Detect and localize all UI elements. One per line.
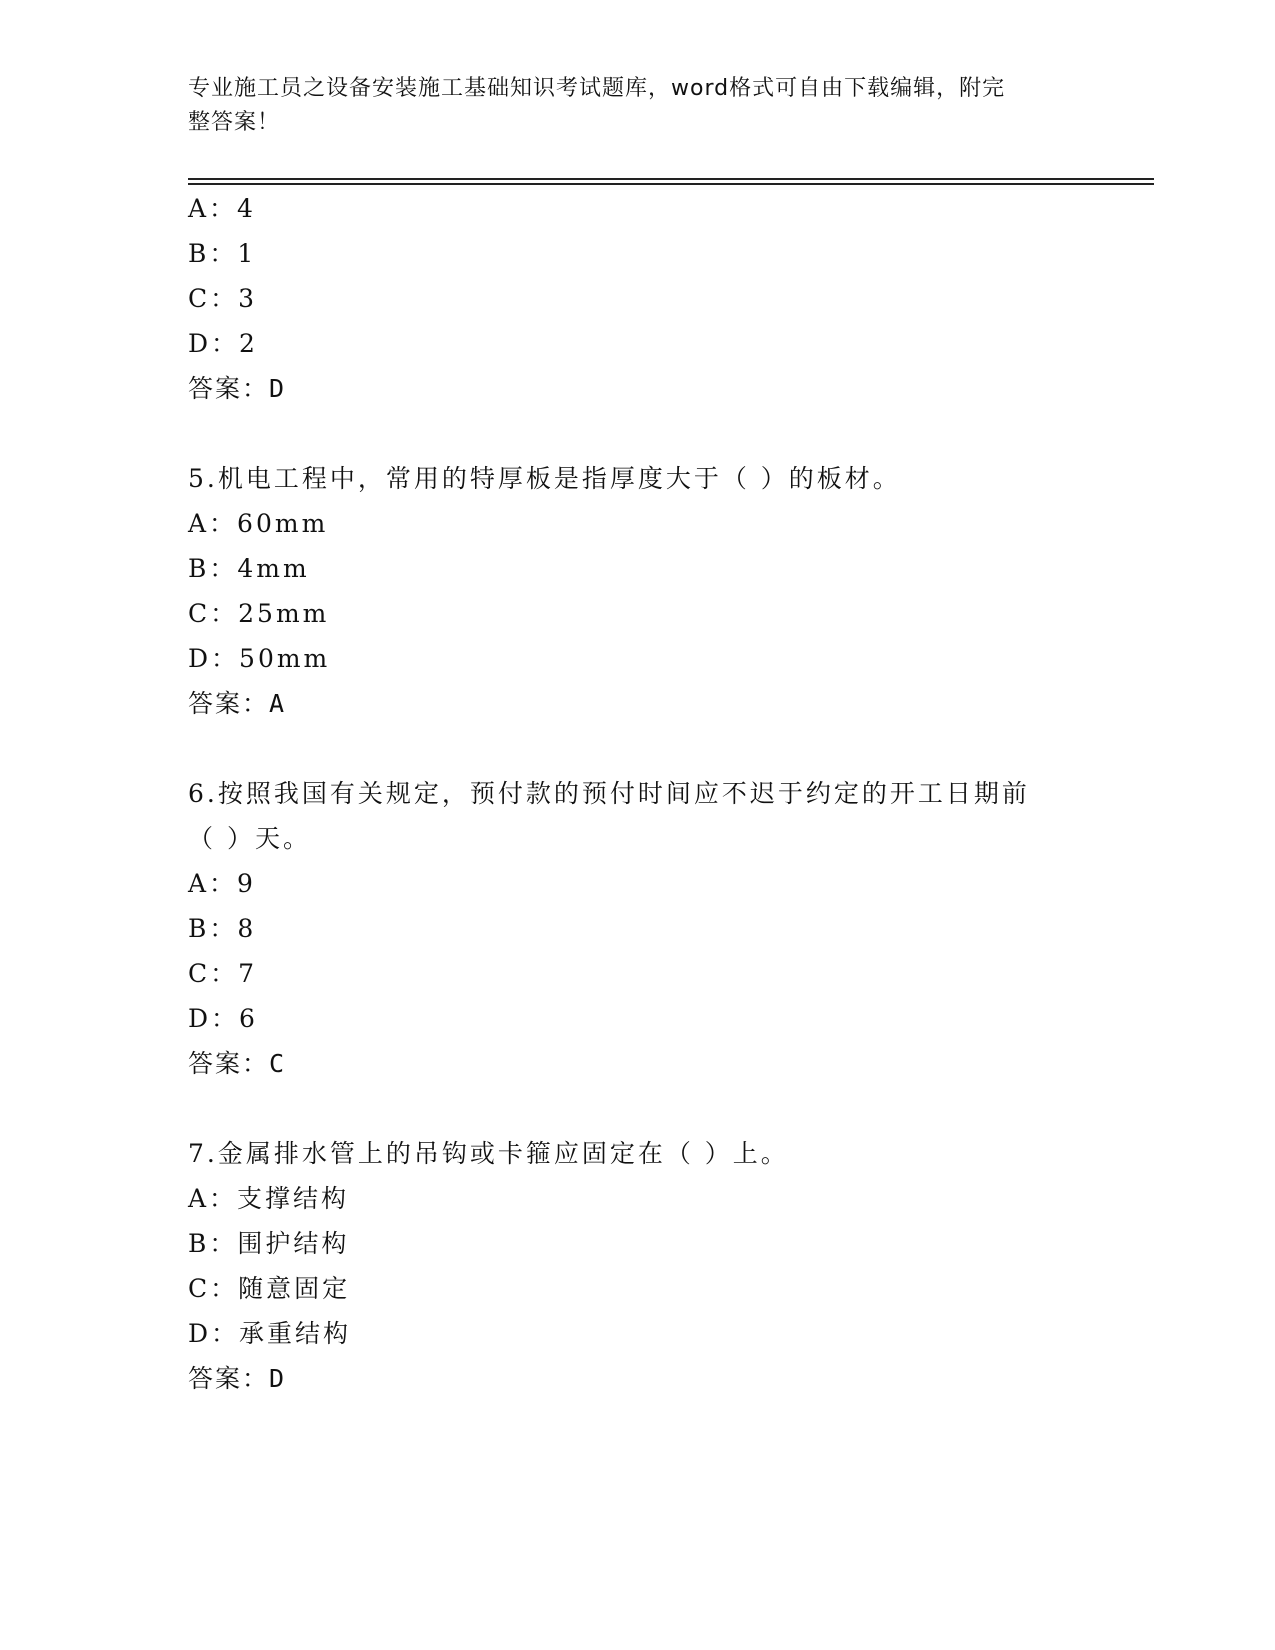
question-7: 7.金属排水管上的吊钩或卡箍应固定在（ ）上。 <box>188 1139 789 1168</box>
header-divider-top <box>188 178 1154 180</box>
option-a: A：4 <box>188 194 256 223</box>
option-d: D：6 <box>188 1004 258 1033</box>
option-b: B：8 <box>188 914 257 943</box>
option-a: A：60mm <box>188 509 329 538</box>
question-6: 6.按照我国有关规定，预付款的预付时间应不迟于约定的开工日期前 <box>188 779 1030 808</box>
option-d: D：50mm <box>188 644 331 673</box>
option-b: B：4mm <box>188 554 310 583</box>
option-d: D：2 <box>188 329 258 358</box>
answer: 答案：A <box>188 689 287 718</box>
document-header <box>188 72 1068 140</box>
option-c: C：7 <box>188 959 258 988</box>
option-a: A：支撑结构 <box>188 1184 350 1213</box>
header-divider-bottom <box>188 183 1154 185</box>
answer: 答案：D <box>188 374 287 403</box>
answer: 答案：C <box>188 1049 287 1078</box>
header-line-2: 整答案！ <box>188 110 281 135</box>
question-6-continued: （ ）天。 <box>188 824 311 853</box>
option-c: C：随意固定 <box>188 1274 351 1303</box>
option-c: C：3 <box>188 284 258 313</box>
header-line-1: 专业施工员之设备安装施工基础知识考试题库，word格式可自由下载编辑，附完 <box>188 76 1006 101</box>
option-b: B：围护结构 <box>188 1229 350 1258</box>
option-b: B：1 <box>188 239 257 268</box>
option-a: A：9 <box>188 869 256 898</box>
option-c: C：25mm <box>188 599 330 628</box>
option-d: D：承重结构 <box>188 1319 352 1348</box>
question-5: 5.机电工程中，常用的特厚板是指厚度大于（ ）的板材。 <box>188 464 901 493</box>
answer: 答案：D <box>188 1364 287 1393</box>
